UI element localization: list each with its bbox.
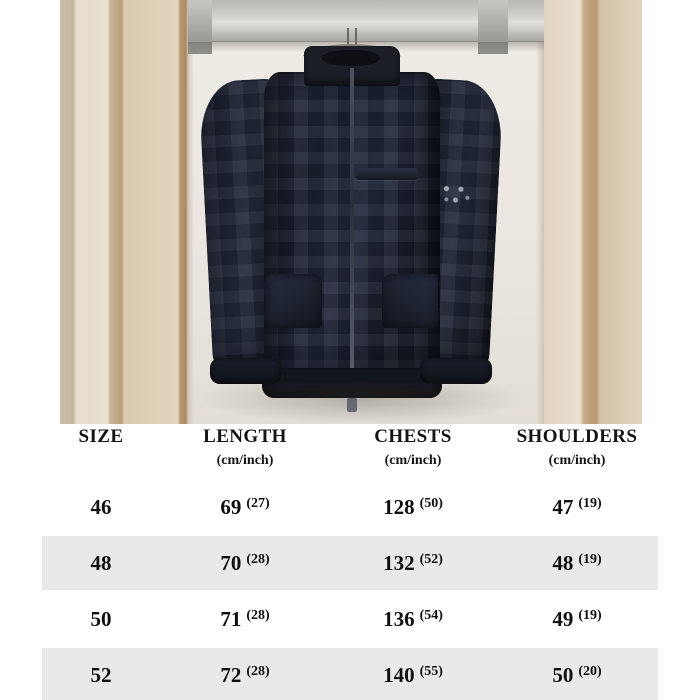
size-value: 52 xyxy=(90,662,112,687)
table-row xyxy=(42,536,658,590)
cell-chest xyxy=(330,592,496,646)
chest-cm: 132 xyxy=(383,550,415,575)
chest-inch: (55) xyxy=(419,663,443,679)
jacket-cuff-left xyxy=(210,358,282,384)
cell-length xyxy=(160,536,330,590)
size-value: 46 xyxy=(90,494,112,519)
cell-shoulder xyxy=(496,648,658,700)
length-cm: 71 xyxy=(220,606,242,631)
chest-cm: 128 xyxy=(383,494,415,519)
length-inch: (28) xyxy=(246,607,270,623)
chest-inch: (50) xyxy=(419,495,443,511)
cell-shoulder xyxy=(496,480,658,534)
shoulder-cm: 49 xyxy=(552,606,574,631)
length-inch: (28) xyxy=(246,663,270,679)
header-chests xyxy=(330,424,496,480)
jacket-zipper xyxy=(350,68,354,404)
shoulder-inch: (19) xyxy=(578,607,602,623)
shoulder-cm: 47 xyxy=(552,494,574,519)
length-inch: (28) xyxy=(246,551,270,567)
cell-chest xyxy=(330,480,496,534)
jacket-garment xyxy=(200,46,500,398)
header-shoulders xyxy=(496,424,658,480)
chest-inch: (52) xyxy=(419,551,443,567)
cell-shoulder xyxy=(496,592,658,646)
cell-size xyxy=(42,648,160,700)
jacket-pocket-right xyxy=(382,274,438,328)
table-header-row xyxy=(42,424,658,480)
chest-inch: (54) xyxy=(419,607,443,623)
length-inch: (27) xyxy=(246,495,270,511)
length-cm: 72 xyxy=(220,662,242,687)
header-size xyxy=(42,424,160,480)
shoulder-cm: 48 xyxy=(552,550,574,575)
header-length-label: LENGTH xyxy=(203,426,287,447)
shoulder-inch: (20) xyxy=(578,663,602,679)
header-size-label: SIZE xyxy=(78,426,124,447)
photo-margin-left xyxy=(0,0,60,424)
cell-size xyxy=(42,480,160,534)
header-shoulders-unit: (cm/inch) xyxy=(548,453,606,468)
shoulder-cm: 50 xyxy=(552,662,574,687)
size-value: 48 xyxy=(90,550,112,575)
header-shoulders-label: SHOULDERS xyxy=(516,426,638,447)
length-cm: 69 xyxy=(220,494,242,519)
table-row xyxy=(42,480,658,534)
header-length-unit: (cm/inch) xyxy=(216,453,274,468)
jacket-chest-pocket xyxy=(356,168,418,180)
cell-shoulder xyxy=(496,536,658,590)
size-value: 50 xyxy=(90,606,112,631)
jacket-cuff-right xyxy=(420,358,492,384)
header-chests-label: CHESTS xyxy=(374,426,452,447)
header-length xyxy=(160,424,330,480)
cell-size xyxy=(42,592,160,646)
jacket-collar-lining xyxy=(322,50,380,66)
cell-length xyxy=(160,648,330,700)
chest-cm: 140 xyxy=(383,662,415,687)
photo-margin-right xyxy=(642,0,700,424)
cell-length xyxy=(160,480,330,534)
cell-chest xyxy=(330,648,496,700)
shoulder-inch: (19) xyxy=(578,495,602,511)
floor-shadow xyxy=(196,382,526,424)
table-row xyxy=(42,592,658,646)
header-chests-unit: (cm/inch) xyxy=(384,453,442,468)
size-chart-table xyxy=(0,424,700,700)
table-row xyxy=(42,648,658,700)
shoulder-inch: (19) xyxy=(578,551,602,567)
cell-size xyxy=(42,536,160,590)
cell-length xyxy=(160,592,330,646)
jacket-pocket-left xyxy=(266,274,322,328)
cell-chest xyxy=(330,536,496,590)
chest-cm: 136 xyxy=(383,606,415,631)
length-cm: 70 xyxy=(220,550,242,575)
